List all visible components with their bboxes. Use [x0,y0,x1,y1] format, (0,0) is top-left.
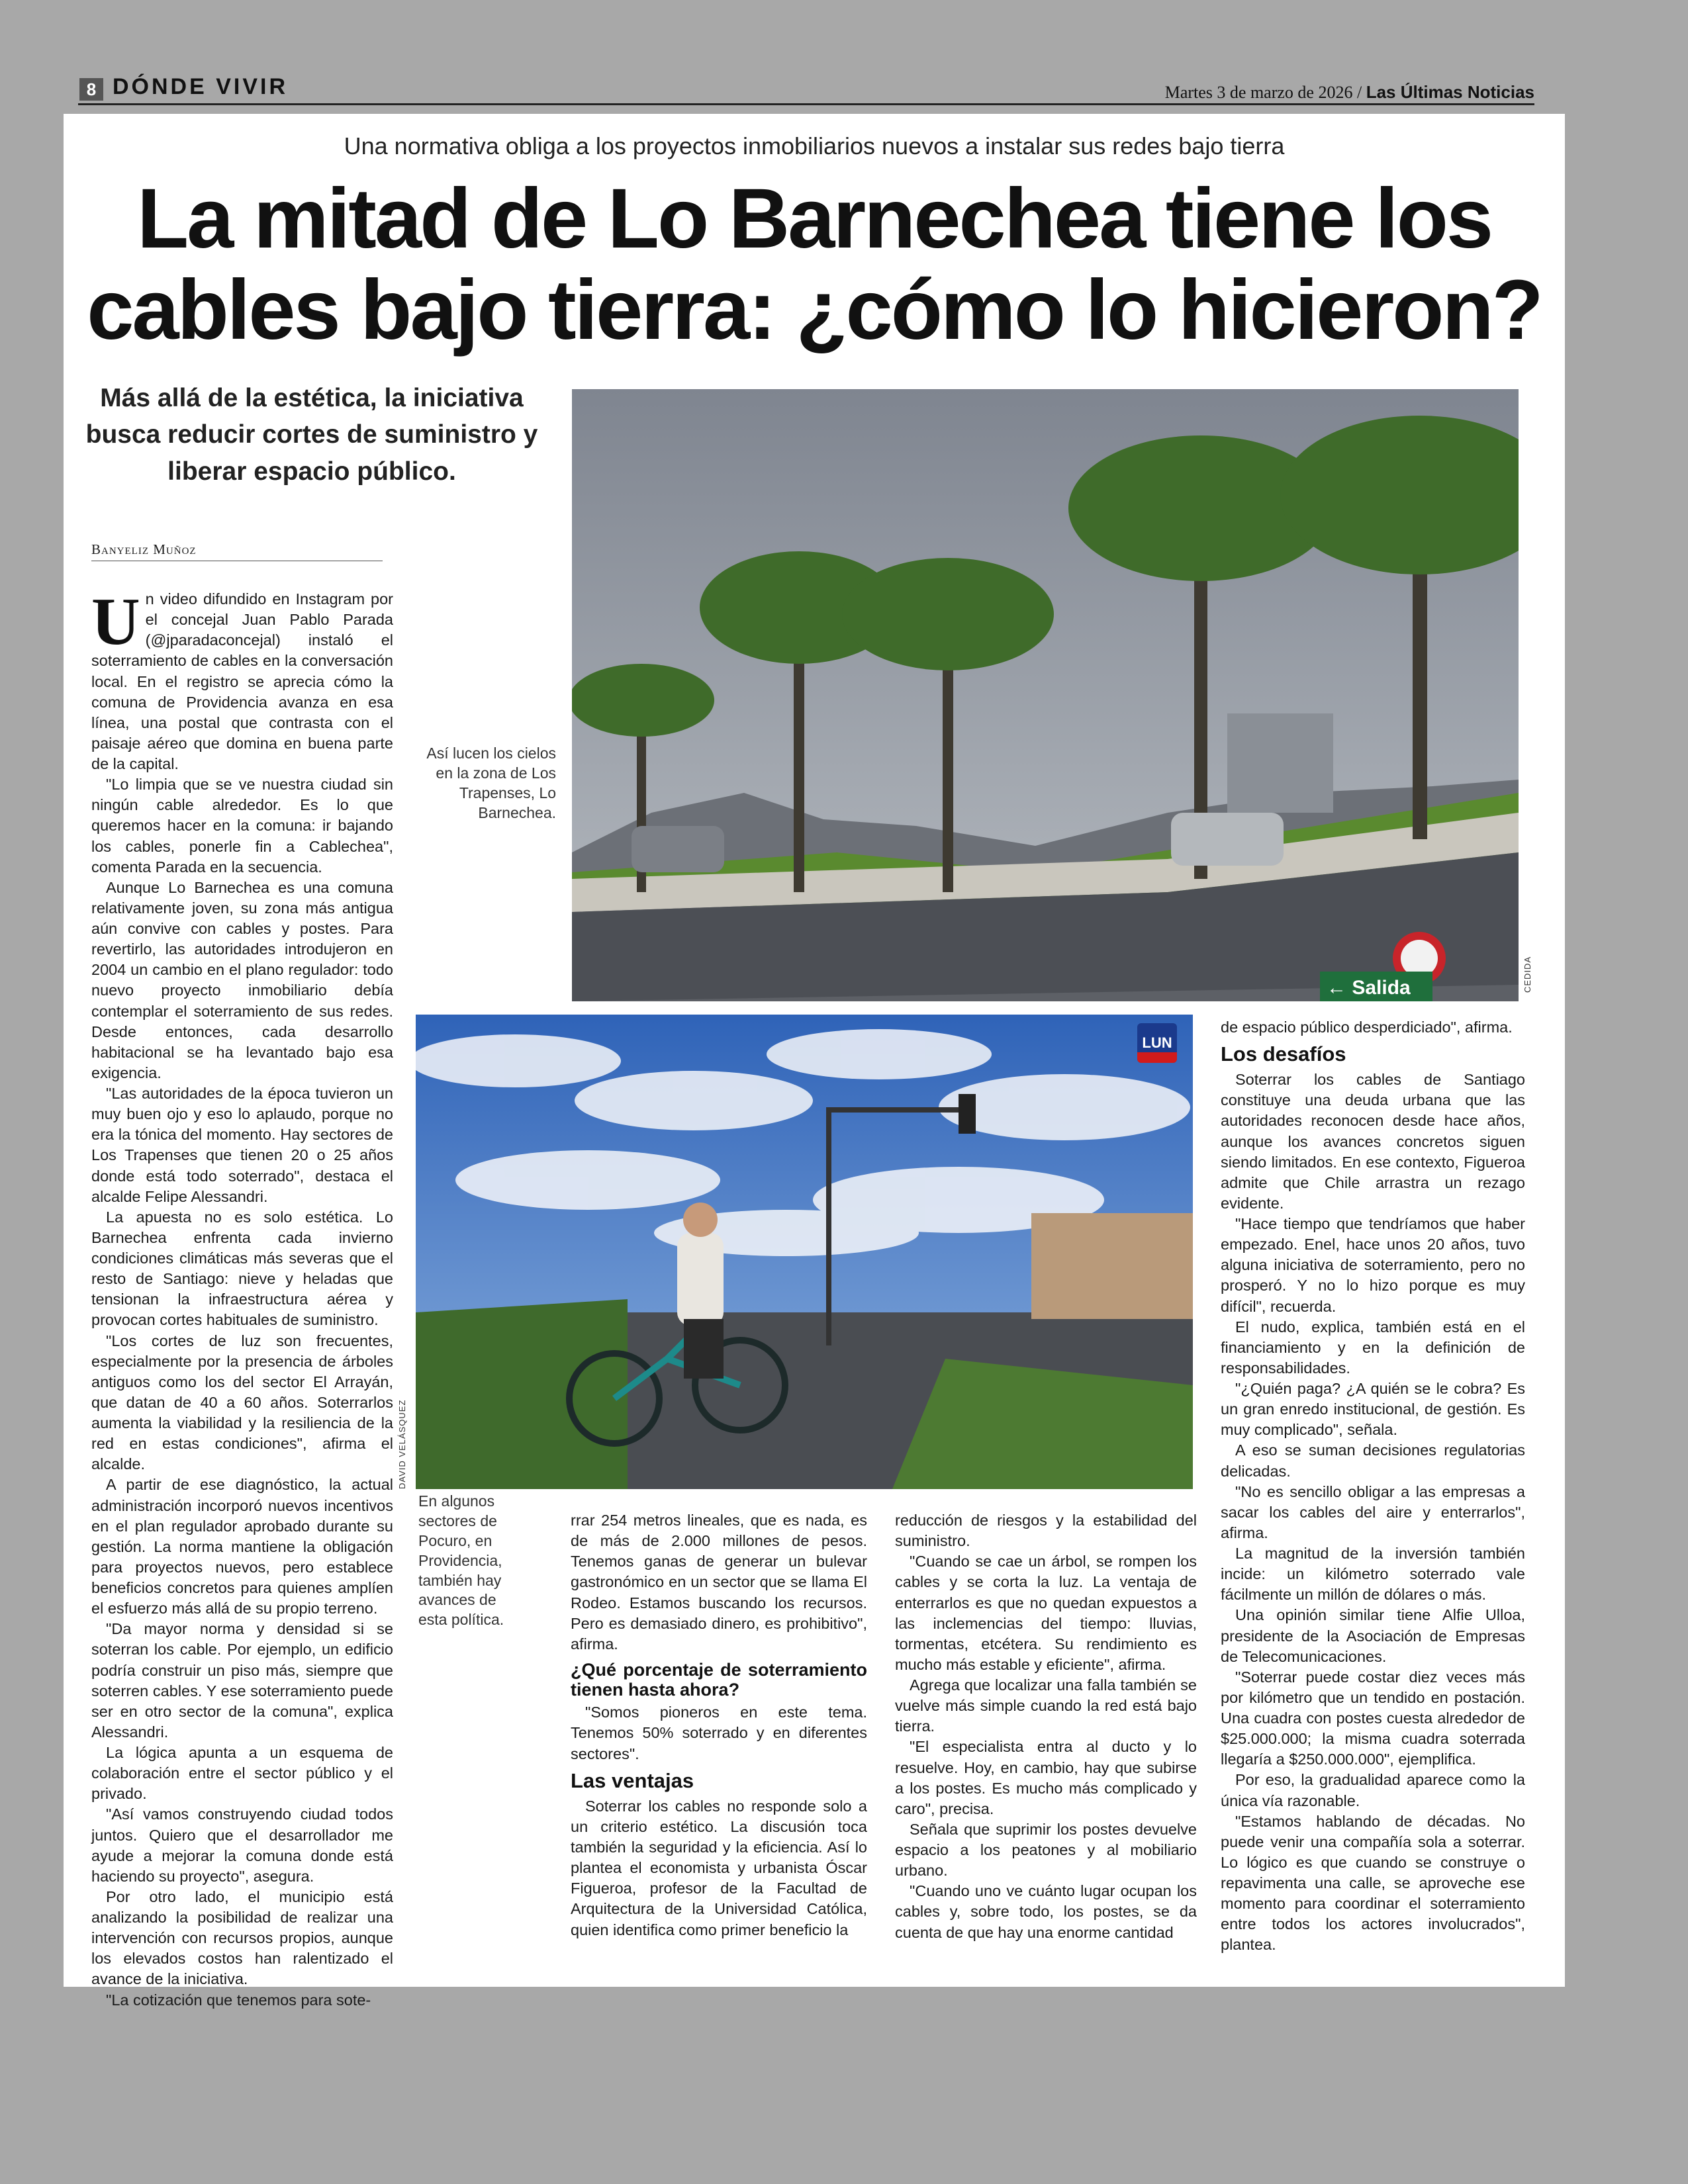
header-rule [78,103,1534,105]
publication-name: Las Últimas Noticias [1366,82,1534,102]
paragraph: "¿Quién paga? ¿A quién se le cobra? Es un gran enredo institucional, de gestión. Es muy complicado", señala. [1221,1380,1525,1439]
question-subhead: ¿Qué porcentaje de soterramiento tienen hasta ahora? [571,1659,867,1700]
paragraph: La apuesta no es solo estética. Lo Barnechea enfrenta cada invierno condiciones climáticas más severas que el resto de Santiago: nieve y heladas que tensionan la infraestructura aérea y provocan cortes habituales de suministro. [91,1208,393,1329]
paragraph-text: n video difundido en Instagram por el concejal Juan Pablo Parada (@jparadaconcejal) instaló el soterramiento de cables en la conversación local. En el registro se aprecia cómo la comuna de Providencia avanza en esa línea, una postal que contrasta con el paisaje aéreo que domina en buena parte de la capital. [91,590,393,772]
paragraph: "Así vamos construyendo ciudad todos juntos. Quiero que el desarrollador me ayude a mejorar la comuna donde está haciendo su proyecto", asegura. [91,1805,393,1885]
paragraph: rrar 254 metros lineales, que es nada, es de más de 2.000 millones de pesos. Tenemos ganas de generar un bulevar gastronómico en un sector que se llama El Rodeo. Estamos buscando los recursos. Pero es demasiado dinero, es prohibitivo", afirma. [571,1512,867,1653]
article-column-1 [91,584,393,2011]
paragraph: "Cuando se cae un árbol, se rompen los cables y se corta la luz. La ventaja de enterrarlos es que no quedan expuestos a las inclemencias del tiempo: lluvias, tormentas, etcétera. Su rendimiento es mucho más estable y eficiente", afirma. [895,1553,1197,1673]
headline-line-1: La mitad de Lo Barnechea tiene los [136,171,1492,266]
photo-cyclist [416,1015,1193,1489]
paragraph: "La cotización que tenemos para sote- [106,1991,371,2009]
page-number: 8 [79,78,103,101]
exit-sign-text: ← Salida [1327,977,1411,999]
paragraph: "Los cortes de luz son frecuentes, especialmente por la presencia de árboles antiguos como los del sector El Arrayán, que datan de 40 a 60 años. Soterrarlos aumenta la viabilidad y la resiliencia de la red en estas condiciones", afirma el alcalde. [91,1332,393,1473]
paragraph: "No es sencillo obligar a las empresas a sacar los cables del aire y enterrarlos", afirma. [1221,1482,1525,1541]
paragraph: Soterrar los cables no responde solo a un criterio estético. La discusión toca también la seguridad y la eficiencia. Así lo plantea el economista y urbanista Óscar Figueroa, profesor de la Facultad de Arquitectura de la Universidad Católica, quien identifica como primer beneficio la [571,1797,867,1938]
paragraph: "El especialista entra al ducto y lo resuelve. Hoy, en cambio, hay que subirse a los postes. Es mucho más complicado y caro", precisa. [895,1738,1197,1817]
paragraph: reducción de riesgos y la estabilidad del suministro. [895,1512,1197,1550]
paragraph [91,584,393,774]
article-byline: Banyeliz Muñoz [91,541,383,561]
paragraph: Señala que suprimir los postes devuelve espacio a los peatones y al mobiliario urbano. [895,1820,1197,1880]
paragraph: "Hace tiempo que tendríamos que haber empezado. Enel, hace unos 20 años, tuvo alguna iniciativa de soterramiento, pero no prosperó. Y no lo hizo porque es muy difícil", recuerda. [1221,1215,1525,1315]
paragraph: "Estamos hablando de décadas. No puede venir una compañía sola a soterrar. Lo lógico es que cuando se construye o repavimenta una calle, se aproveche ese momento para coordinar el soterramiento entre todos los actores involucrados", plantea. [1221,1812,1525,1954]
paragraph: Una opinión similar tiene Alfie Ulloa, presidente de la Asociación de Empresas de Telecomunicaciones. [1221,1606,1525,1665]
paragraph: "Da mayor norma y densidad si se soterran los cable. Por ejemplo, un edificio podría construir un piso más, siempre que soterren cables. Y ese soterramiento puede ser en otro sector de la comuna", explica Alessandri. [91,1620,393,1741]
issue-separator: / [1352,83,1366,102]
section-title: DÓNDE VIVIR [113,74,289,99]
photo1-caption: Así lucen los cielos en la zona de Los Trapenses, Lo Barnechea. [426,745,556,821]
article-kicker: Una normativa obliga a los proyectos inmobiliarios nuevos a instalar sus redes bajo tierra [344,132,1285,159]
paragraph: "Soterrar puede costar diez veces más por kilómetro que un tendido en postación. Una cuadra con postes cuesta alrededor de $25.000.000; la misma cuadra soterrada llegaría a $250.000.000", ejemplifica. [1221,1668,1525,1768]
photo2-credit: DAVID VELÁSQUEZ [397,1399,407,1489]
paragraph: Agrega que localizar una falla también se vuelve más simple cuando la red está bajo tierra. [895,1676,1197,1735]
article-deck: Más allá de la estética, la iniciativa busca reducir cortes de suministro y liberar espacio público. [85,384,538,486]
issue-date: Martes 3 de marzo de 2026 [1164,83,1353,102]
article-column-2 [571,1510,867,1940]
drop-cap: U [91,584,140,659]
paragraph: Por otro lado, el municipio está analizando la posibilidad de realizar una intervención con recursos propios, aunque los elevados costos han ralentizado el avance de la iniciativa. [91,1888,393,1988]
section-subhead: Los desafíos [1221,1042,1346,1066]
headline-line-2: cables bajo tierra: ¿cómo lo hicieron? [87,263,1542,358]
paragraph: "Lo limpia que se ve nuestra ciudad sin ningún cable alrededor. Es lo que queremos hacer en la comuna: ir bajando los cables, ponerle fin a Cablechea", comenta Parada en la secuencia. [91,776,393,876]
paragraph: La lógica apunta a un esquema de colaboración entre el sector público y el privado. [91,1744,393,1803]
paragraph: El nudo, explica, también está en el financiamiento y en la definición de responsabilidades. [1221,1318,1525,1377]
article-headline [64,173,1565,356]
lun-logo-text: LUN [1142,1034,1172,1051]
issue-info [1165,82,1534,103]
photo1-credit: CEDIDA [1523,956,1532,993]
paragraph: A partir de ese diagnóstico, la actual administración incorporó nuevos incentivos en el plan regulador aprobado durante su gestión. La norma mantiene la obligación para proyectos nuevos, pero establece beneficios concretos para quienes amplíen el esfuerzo más allá de su propio terreno. [91,1476,393,1617]
paragraph: A eso se suman decisiones regulatorias delicadas. [1221,1441,1525,1480]
paragraph: Soterrar los cables de Santiago constituye una deuda urbana que las autoridades reconocen desde hace años, aunque los avances concretos siguen siendo limitados. En ese contexto, Figueroa admite que Chile arrastra un rezago evidente. [1221,1071,1525,1212]
article-column-4 [1221,1017,1525,1956]
paragraph: "Cuando uno ve cuánto lugar ocupan los cables y, sobre todo, los postes, se da cuenta de que hay una enorme cantidad [895,1882,1197,1941]
paragraph: de espacio público desperdiciado", afirma. [1221,1019,1513,1036]
paragraph: La magnitud de la inversión también incide: un kilómetro soterrado vale fácilmente un millón de dólares o más. [1221,1545,1525,1604]
paragraph: "Las autoridades de la época tuvieron un muy buen ojo y eso lo aplaudo, porque no era la tónica del momento. Hay sectores de Los Trapenses que tienen 20 o 25 años donde está todo soterrado", destaca el alcalde Felipe Alessandri. [91,1085,393,1205]
paragraph: Por eso, la gradualidad aparece como la única vía razonable. [1221,1771,1525,1809]
photo-palm-trees [572,389,1519,1001]
photo2-caption: En algunos sectores de Pocuro, en Providencia, también hay avances de esta política. [418,1492,504,1629]
article-column-3 [895,1510,1197,1943]
paragraph: Aunque Lo Barnechea es una comuna relativamente joven, su zona más antigua aún convive con cables y postes. Para revertirlo, las autoridades introdujeron en 2004 un cambio en el plano regulador: todo nuevo proyecto inmobiliario debía contemplar el soterramiento de sus redes. Desde entonces, cada desarrollo habitacional se ha levantado bajo esa exigencia. [91,878,393,1081]
section-subhead: Las ventajas [571,1768,694,1792]
paragraph: "Somos pioneros en este tema. Tenemos 50% soterrado y en diferentes sectores". [571,1704,867,1762]
